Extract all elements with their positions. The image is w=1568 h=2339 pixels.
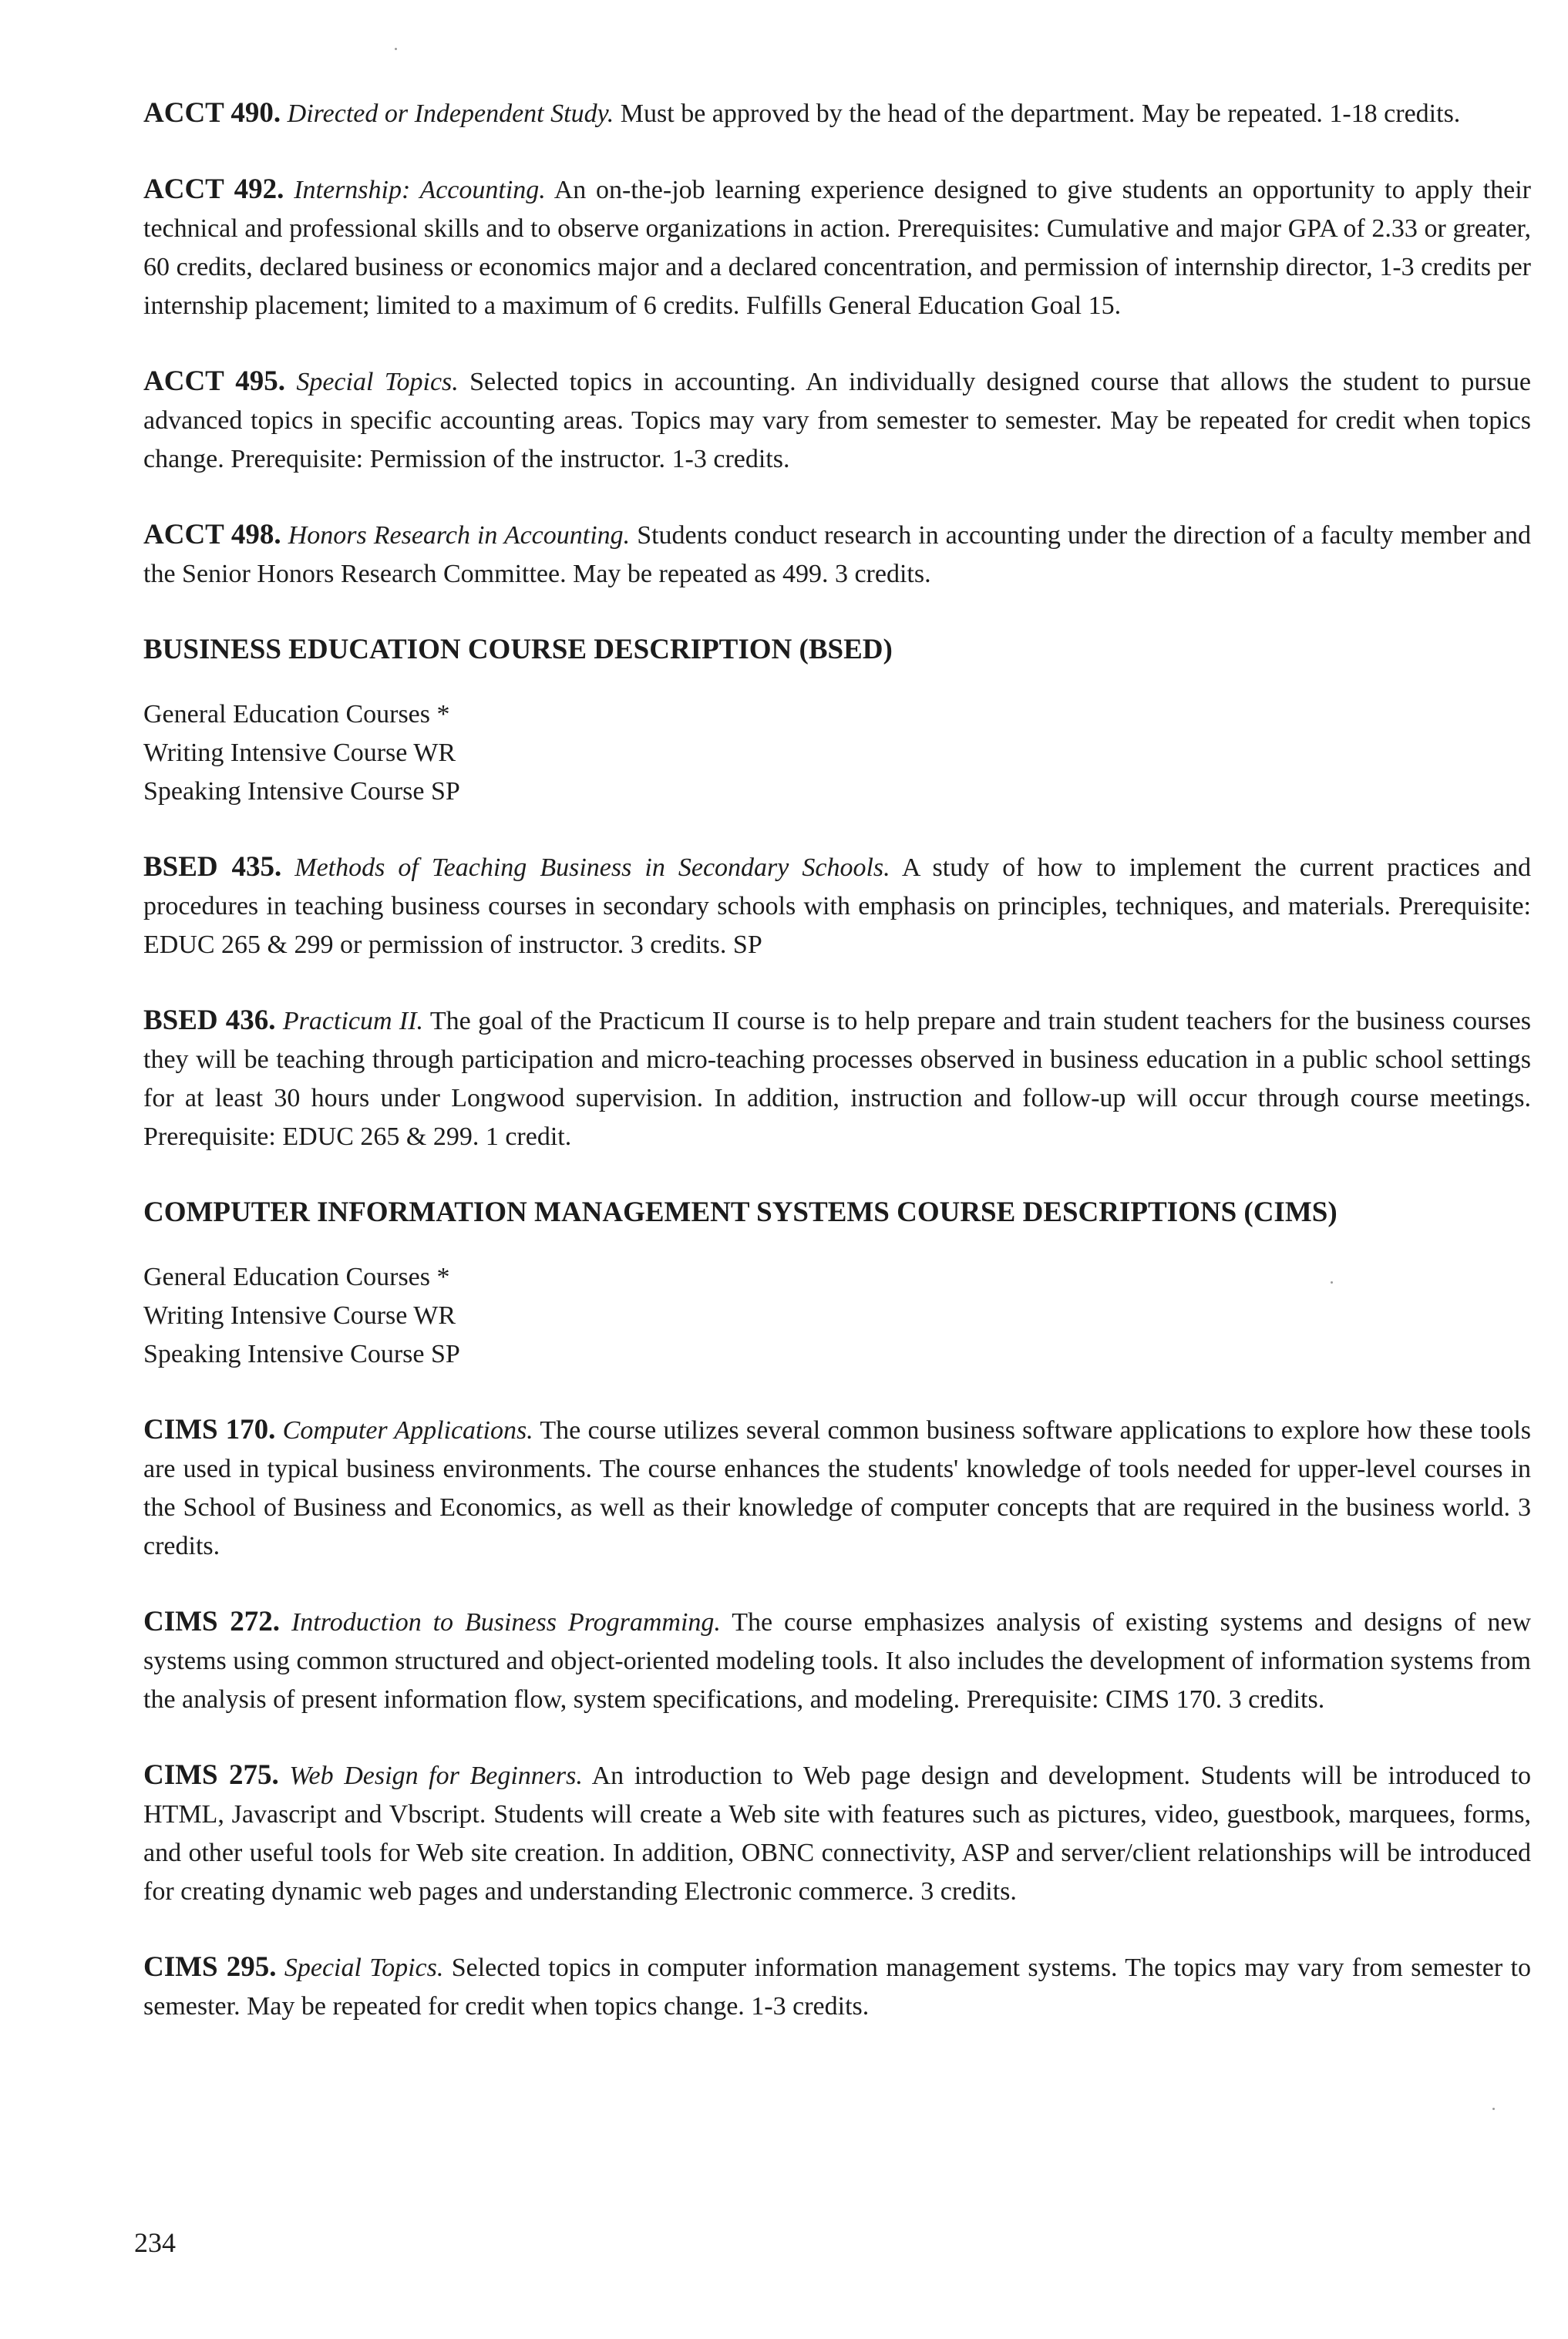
course-code: CIMS 272. (143, 1606, 281, 1637)
legend-speaking-intensive: Speaking Intensive Course SP (143, 1340, 460, 1368)
course-cims-275 (143, 1756, 1531, 1911)
course-title: Web Design for Beginners. (289, 1762, 583, 1790)
scan-speck (1331, 1281, 1333, 1284)
course-title: Internship: Accounting. (294, 176, 546, 204)
legend-general-education: General Education Courses * (143, 1263, 450, 1291)
course-title: Introduction to Business Programming. (291, 1608, 721, 1637)
scan-speck (1492, 2108, 1495, 2110)
course-code: ACCT 490. (143, 97, 281, 129)
course-acct-498 (143, 516, 1531, 594)
course-description: Selected topics in computer information management systems. The topics may vary from semester to semester. May be repeated for credit when topics change. 1-3 credits. (143, 1954, 1531, 2021)
course-title: Directed or Independent Study. (287, 99, 614, 128)
legend-writing-intensive: Writing Intensive Course WR (143, 1301, 456, 1330)
course-description: The course utilizes several common business software applications to explore how these tools are used in typical business environments. The course enhances the students' knowledge of tools needed for upper-level courses in the School of Business and Economics, as well as their knowledge of computer concepts that are required in the business world. 3 credits. (143, 1416, 1532, 1560)
course-description: Selected topics in accounting. An individually designed course that allows the student to pursue advanced topics in specific accounting areas. Topics may vary from semester to semester. May be repeated for credit when topics change. Prerequisite: Permission of the instructor. 1-3 credits. (143, 368, 1532, 473)
course-description: A study of how to implement the current practices and procedures in teaching business courses in secondary schools with emphasis on principles, techniques, and materials. Prerequisite: EDUC 265 & 299 or permission of instructor. 3 credits. SP (143, 853, 1532, 959)
course-title: Methods of Teaching Business in Secondary Schools. (294, 853, 890, 882)
course-description: Students conduct research in accounting under the direction of a faculty member and the Senior Honors Research Committee. May be repeated as 499. 3 credits. (143, 521, 1532, 588)
page-number: 234 (134, 2227, 176, 2258)
course-cims-272 (143, 1603, 1531, 1719)
course-title: Practicum II. (282, 1007, 424, 1035)
scan-speck (395, 48, 397, 50)
course-title: Honors Research in Accounting. (288, 521, 631, 550)
legend-cims (143, 1258, 1531, 1374)
legend-general-education: General Education Courses * (143, 700, 450, 729)
course-acct-490 (143, 94, 1531, 133)
course-code: CIMS 170. (143, 1414, 276, 1445)
course-title: Special Topics. (296, 368, 459, 396)
course-description: An on-the-job learning experience designed to give students an opportunity to apply their technical and professional skills and to observe organizations in action. Prerequisites: Cumulative and major GPA of 2.33 or greater, 60 credits, declared business or economics major and a declared concentration, and permission of internship director, 1-3 credits per internship placement; limited to a maximum of 6 credits. Fulfills General Education Goal 15. (143, 176, 1531, 320)
legend-writing-intensive: Writing Intensive Course WR (143, 739, 456, 767)
section-heading-bsed: BUSINESS EDUCATION COURSE DESCRIPTION (BSED) (143, 634, 893, 665)
course-code: BSED 435. (143, 851, 282, 883)
course-title: Computer Applications. (282, 1416, 533, 1445)
legend-speaking-intensive: Speaking Intensive Course SP (143, 777, 460, 806)
course-code: CIMS 275. (143, 1759, 279, 1791)
course-description: The course emphasizes analysis of existing systems and designs of new systems using common structured and object-oriented modeling tools. It also includes the development of information systems from the analysis of present information flow, system specifications, and modeling. Prerequisite: CIMS 170. 3 credits. (143, 1608, 1531, 1714)
course-code: ACCT 498. (143, 519, 281, 550)
legend-bsed (143, 695, 1531, 811)
course-description: An introduction to Web page design and development. Students will be introduced to HTML, Javascript and Vbscript. Students will create a Web site with features such as pictures, video, guestbook, marquees, forms, and other useful tools for Web site creation. In addition, OBNC connectivity, ASP and server/client relationships will be introduced for creating dynamic web pages and understanding Electronic commerce. 3 credits. (143, 1762, 1531, 1906)
course-acct-492 (143, 170, 1531, 325)
course-cims-170 (143, 1411, 1531, 1566)
catalog-page (143, 94, 1531, 2063)
course-bsed-435 (143, 848, 1531, 964)
course-title: Special Topics. (284, 1954, 444, 1982)
course-description: The goal of the Practicum II course is to help prepare and train student teachers for the business courses they will be teaching through participation and micro-teaching processes observed in business education in a public school settings for at least 30 hours under Longwood supervision. In addition, instruction and follow-up will occur through course meetings. Prerequisite: EDUC 265 & 299. 1 credit. (143, 1007, 1531, 1151)
course-description: Must be approved by the head of the department. May be repeated. 1-18 credits. (620, 99, 1461, 128)
course-bsed-436 (143, 1001, 1531, 1156)
section-heading-cims: COMPUTER INFORMATION MANAGEMENT SYSTEMS COURSE DESCRIPTIONS (CIMS) (143, 1196, 1338, 1228)
course-code: BSED 436. (143, 1005, 276, 1036)
course-acct-495 (143, 362, 1531, 479)
course-code: CIMS 295. (143, 1951, 277, 1983)
course-code: ACCT 495. (143, 365, 285, 397)
course-code: ACCT 492. (143, 173, 284, 205)
course-cims-295 (143, 1948, 1531, 2026)
